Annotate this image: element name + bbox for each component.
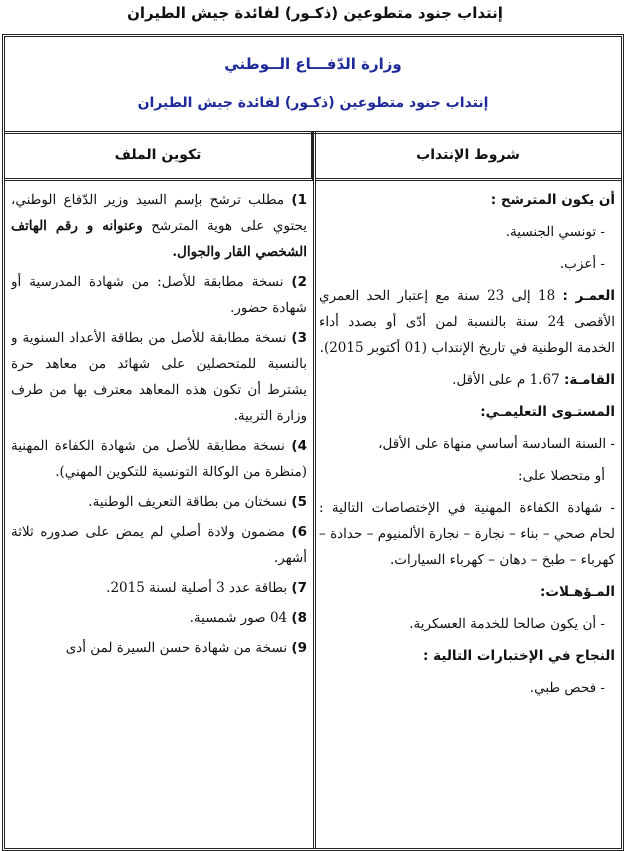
file-item <box>11 433 307 485</box>
file-item <box>11 325 307 429</box>
file-item-number: 9) <box>291 640 307 656</box>
education-or: أو متحصلا على: <box>518 468 605 484</box>
file-item-text: نسخة مطابقة للأصل من شهادة الكفاءة المهنية (منظرة من الوكالة التونسية للتكوين المهني). <box>11 438 307 480</box>
announcement-subtitle: إنتداب جنود متطوعين (ذكـور) لفائدة جيش الطيران <box>137 95 489 111</box>
height-label: القامـة: <box>563 372 615 388</box>
file-column <box>11 183 307 848</box>
file-item-text: نسخة من شهادة حسن السيرة لمن أدى <box>65 640 288 656</box>
condition-single: - أعزب. <box>559 256 605 272</box>
file-item-number: 6) <box>291 524 307 540</box>
file-item-text: مطلب ترشح بإسم السيد وزير الدّفاع الوطني، يحتوي على هوية المترشح <box>11 192 307 234</box>
file-item <box>11 605 307 631</box>
file-item-bold-text: وعنوانه و رقم الهاتف الشخصي القار والجوال. <box>11 218 307 260</box>
qualifications-item-1: - أن يكون صالحا للخدمة العسكرية. <box>409 616 605 632</box>
tests-heading: النجاح في الإختبارات التالية : <box>423 648 615 664</box>
file-column-header: تكوين الملف <box>5 131 313 181</box>
announcement-table <box>2 34 624 851</box>
file-item-number: 4) <box>291 438 307 454</box>
file-item-number: 2) <box>291 274 307 290</box>
file-item <box>11 575 307 601</box>
candidate-heading: أن يكون المترشح : <box>490 192 615 208</box>
file-item-text: نسخة مطابقة للأصل من بطاقة الأعداد السنوية و بالنسبة للمتحصلين على شهائد من معاهد حرة يشترط أن تكون هذه المعاهد معترف بها من طرف وزارة التربية. <box>11 330 307 424</box>
file-item <box>11 489 307 515</box>
age-text: 18 إلى 23 سنة مع إعتبار الحد العمري الأقصى 24 سنة بالنسبة لمن أدّى أو بصدد أداء الخدمة الوطنية في تاريخ الإنتداب (01 أكتوبر 2015). <box>319 288 615 356</box>
table-header <box>5 37 621 134</box>
conditions-column-header: شروط الإنتداب <box>315 131 621 181</box>
file-item-text: نسختان من بطاقة التعريف الوطنية. <box>88 494 288 510</box>
education-item-1: - السنة السادسة أساسي منهاة على الأقل، <box>378 436 615 452</box>
conditions-column <box>319 183 615 848</box>
file-item-number: 7) <box>291 580 307 596</box>
file-item-text: نسخة مطابقة للأصل: من شهادة المدرسية أو شهادة حضور. <box>11 274 307 316</box>
tests-item-1: - فحص طبي. <box>529 680 605 696</box>
file-item-number: 3) <box>291 330 307 346</box>
condition-height <box>319 367 615 393</box>
file-item <box>11 187 307 265</box>
education-heading: المستـوى التعليمـي: <box>480 404 615 420</box>
file-item <box>11 519 307 571</box>
height-text: 1.67 م على الأقل. <box>452 372 560 388</box>
column-divider <box>313 131 316 848</box>
file-item-text: 04 صور شمسية. <box>189 610 288 626</box>
education-item-2: - شهادة الكفاءة المهنية في الإختصاصات التالية : لحام صحي – بناء – نجارة – نجارة الألمنيوم – حدادة – كهرباء – طبخ – دهان – كهرباء السيارات. <box>319 500 615 568</box>
file-item-text: بطاقة عدد 3 أصلية لسنة 2015. <box>106 580 288 596</box>
file-item-number: 8) <box>291 610 307 626</box>
file-item-number: 5) <box>291 494 307 510</box>
age-label: العمـر : <box>562 288 615 304</box>
file-item-text: مضمون ولادة أصلي لم يمض على صدوره ثلاثة أشهر. <box>11 524 307 566</box>
ministry-name: وزارة الدّفـــاع الــوطني <box>224 55 402 73</box>
condition-age <box>319 283 615 361</box>
qualifications-heading: المـؤهـلات: <box>539 584 615 600</box>
file-item <box>11 269 307 321</box>
condition-nationality: - تونسي الجنسية. <box>505 224 605 240</box>
page-title: إنتداب جنود متطوعين (ذكـور) لفائدة جيش الطيران <box>127 4 503 22</box>
file-item <box>11 635 307 661</box>
file-item-number: 1) <box>291 192 307 208</box>
